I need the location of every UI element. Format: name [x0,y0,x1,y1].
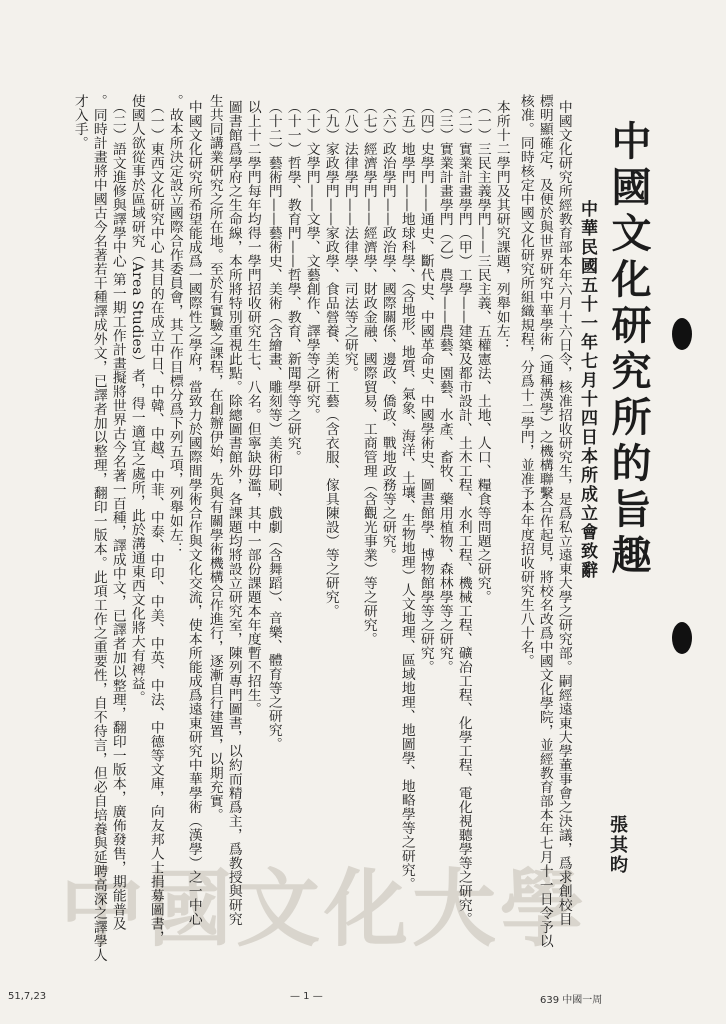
body-column: （十二）藝術門——藝術史、美術（含繪畫、雕刻等）美術印刷、戲劇（含舞蹈）、音樂、體育等之研究。 [265,100,282,752]
body-column: 中國文化研究所經教育部本年六月十六日令，核准招收研究生，是爲私立遠東大學之研究部。嗣經遠東大學董事會之決議，爲求創校目 [555,100,572,926]
footer-journal: 639 中國一周 [540,995,603,1006]
author: 張其昀 [607,815,628,875]
document-title: 中國文化研究所的旨趣 [605,120,652,580]
watermark-text: 中國文化大學 [60,860,589,958]
body-column: 標明顯確定，及便於與世界研究中華學術（通稱漢學）之機構聯繫合作起見，將校名改爲中國文化學院，並經教育部本年七月十一日令予以 [536,94,553,948]
body-column: （六）政治學門——政治學、國際關係、邊政、僑政、戰地政務等之研究。 [379,100,396,562]
body-column: （九）家政學門——家政學、食品營養、美術工藝（含衣服、傢具陳設）等之研究。 [322,100,339,618]
body-column: 本所十二學門及其研究課題，列舉如左： [493,100,510,352]
body-column: 核准。同時核定中國文化研究所組織規程，分爲十二學門，並准予本年度招收研究生八十名。 [517,94,534,668]
body-column: （七）經濟學門——經濟學、財政金融、國際貿易、工商管理（含觀光事業）等之研究。 [360,100,377,646]
body-column: （一）東西文化研究中心 其目的在成立中日、中韓、中越、中菲、中泰、中印、中美、中英、中法、中德等文庫，向友邦人士捐募圖書， [147,100,164,945]
date-line: 中華民國五十一年七月十四日本所成立會致辭 [577,200,597,580]
body-column: （五）地學門——地球科學、（含地形、地質、氣象、海洋、土壤、生物地理）人文地理、區域地理、地圖學、地略學等之研究。 [398,100,415,892]
body-column: （二）實業計畫學門（甲）工學——建築及都市設計、土木工程、水利工程、機械工程、礦冶工程、化學工程、電化視聽學等之研究。 [455,100,472,926]
binding-hole [672,622,692,654]
body-column: 中國文化研究所希望能成爲一國際性之學府，當致力於國際間學術合作與文化交流，使本所能成爲遠東研究中華學術（漢學）之一中心 [185,100,202,926]
binding-hole [672,318,692,350]
body-column: （十）文學門——文學、文藝創作、譯學等之研究。 [303,100,320,422]
body-column: （四）史學門——通史、斷代史、中國革命史、中國學術史、圖書館學、博物館學等之研究。 [417,100,434,674]
body-column: 才入手。 [71,94,88,150]
body-column: 以上十二學門每年均得一學門招收研究生七、八名。但寧缺毋濫，其中一部份課題本年度暫不招生。 [244,100,261,716]
body-column: 圖書館爲學府之生命線，本所將特別重視此點。除總圖書館外，各課題均將設立研究室，陳列專門圖書，以約而精爲主，爲教授與研究 [225,100,242,926]
body-column: （一）三民主義學門——三民主義、五權憲法、土地、人口、糧食等問題之研究。 [474,100,491,604]
body-column: （十一）哲學、教育門——哲學、教育、新聞學等之研究。 [284,100,301,464]
page-number: — 1 — [290,991,323,1002]
body-column: 生共同講業研究之所在地。至於有實驗之課程，在創辦伊始，先與有關學術機構合作進行，逐漸自行建置，以期充實。 [206,94,223,822]
body-column: （八）法律學門——法律學、司法等之研究。 [341,100,358,380]
footer-code: 51,7,23 [8,991,47,1002]
body-column: 使國人欲從事於區域研究（Area Studies）者，得一適宜之處所，此於溝通東西文化將大有裨益。 [128,94,145,705]
body-column: 。故本所決定設立國際合作委員會，其工作目標分爲下列五項，列舉如左： [166,94,183,556]
body-column: （三）實業計畫學門（乙）農學——農藝、園藝、水產、畜牧、藥用植物、森林學等之研究。 [436,100,453,674]
body-column: （二）語文進修與譯學中心 第一期工作計畫擬將世界古今名著一百種，譯成中文，已譯者加以整理，翻印一版本，廣佈發售，期能普及 [109,100,126,931]
body-column: 。同時計畫將中國古今名著若干種譯成外文，已譯者加以整理，翻印一版本。此項工作之重要性，自不待言，但必自培養與延聘高深之譯學人 [90,94,107,962]
